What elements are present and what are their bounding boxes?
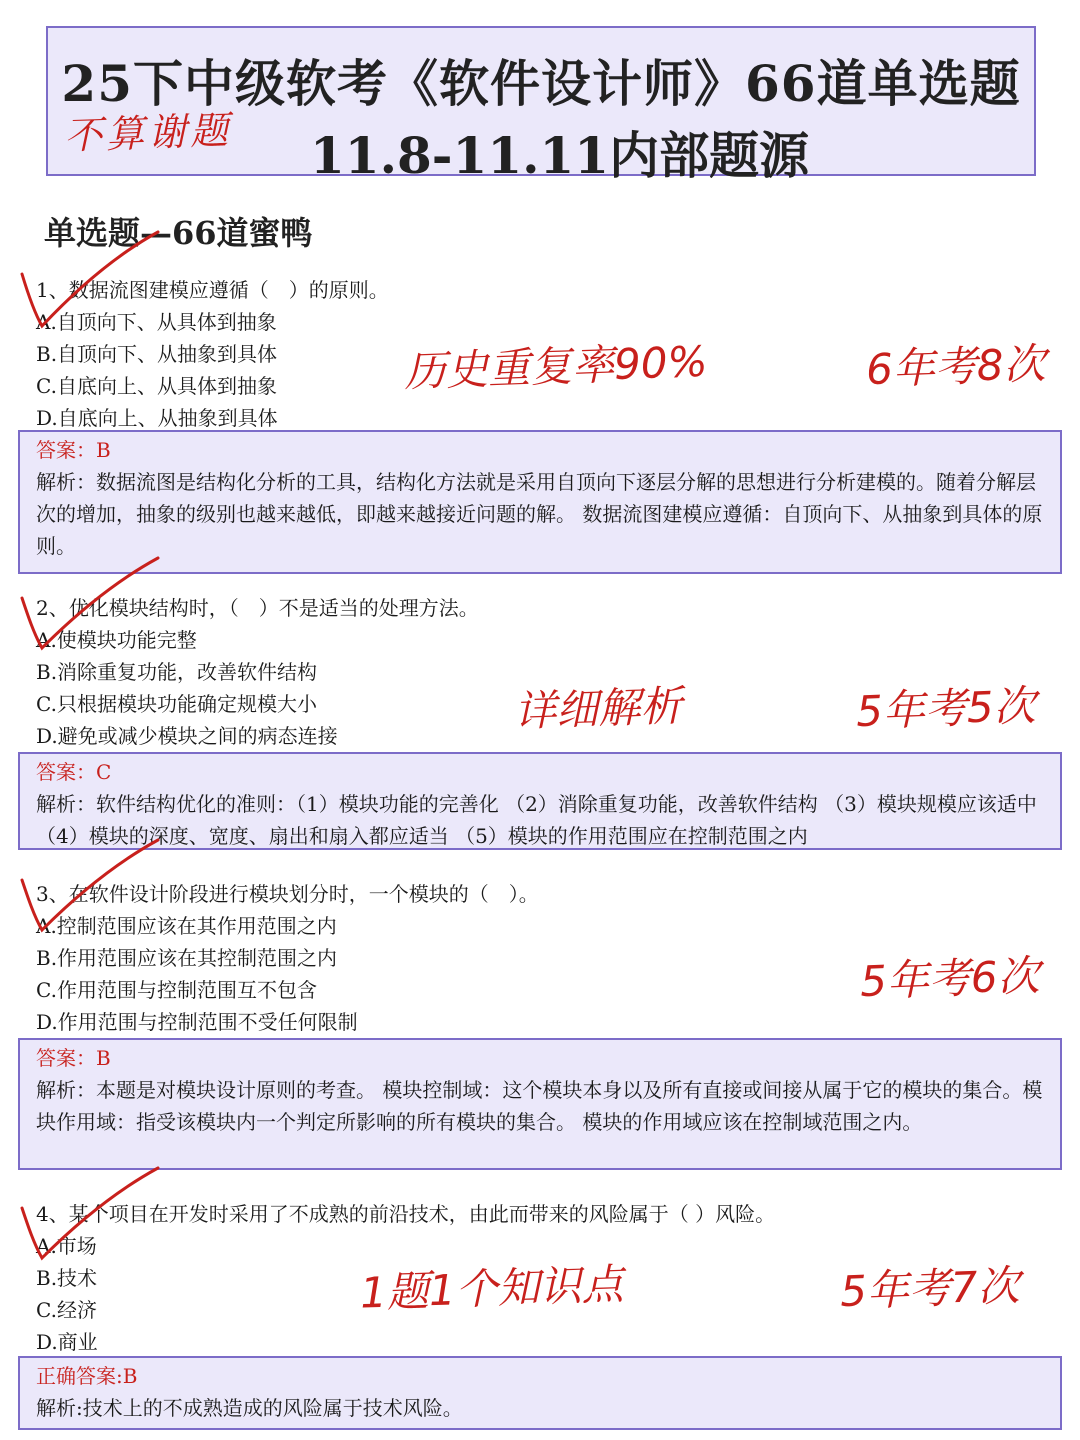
option-b: B.自顶向下、从抽象到具体 xyxy=(36,342,278,366)
option-c: C.只根据模块功能确定规模大小 xyxy=(36,692,317,716)
question-stem: 3、在软件设计阶段进行模块划分时，一个模块的（ ）。 xyxy=(36,882,539,906)
analysis-text: 解析:技术上的不成熟造成的风险属于技术风险。 xyxy=(36,1396,463,1420)
answer-label: 答案：C xyxy=(36,760,112,784)
option-c: C.作用范围与控制范围互不包含 xyxy=(36,978,317,1002)
checkmark-icon xyxy=(14,834,164,944)
option-b: B.作用范围应该在其控制范围之内 xyxy=(36,946,338,970)
handwritten-note-left: 详细解析 xyxy=(513,681,683,736)
handwritten-stamp-note: 不算谢题 xyxy=(63,108,233,158)
option-d: D.避免或减少模块之间的病态连接 xyxy=(36,724,338,748)
handwritten-note-right: 5年考7次 xyxy=(839,1260,1021,1317)
section-title: 单选题—66道蜜鸭 xyxy=(44,214,313,252)
option-a: A.市场 xyxy=(36,1234,97,1258)
analysis-text: 解析：数据流图是结构化分析的工具，结构化方法就是采用自顶向下逐层分解的思想进行分析建模的。随着分解层次的增加，抽象的级别也越来越低，即越来越接近问题的解。 数据流图建模应遵循：自顶向下、从抽象到具体的原则。 xyxy=(36,470,1043,558)
answer-label: 答案：B xyxy=(36,1046,111,1070)
option-b: B.消除重复功能，改善软件结构 xyxy=(36,660,318,684)
option-a: A.自顶向下、从具体到抽象 xyxy=(36,310,277,334)
page-title: 25下中级软考《软件设计师》66道单选题 xyxy=(61,54,1021,113)
analysis-text: 解析：软件结构优化的准则：（1）模块功能的完善化 （2）消除重复功能，改善软件结构 （3）模块规模应该适中 （4）模块的深度、宽度、扇出和扇入都应适当 （5）模块的作用范围应在控制范围之内 xyxy=(36,792,1037,848)
answer-box-3 xyxy=(18,1038,1062,1170)
question-stem: 4、某个项目在开发时采用了不成熟的前沿技术，由此而带来的风险属于（ ）风险。 xyxy=(36,1202,776,1226)
page-subtitle: 11.8-11.11内部题源 xyxy=(310,126,810,185)
answer-box-1 xyxy=(18,430,1062,574)
option-a: A.控制范围应该在其作用范围之内 xyxy=(36,914,337,938)
option-d: D.商业 xyxy=(36,1330,98,1354)
handwritten-note-right: 6年考8次 xyxy=(865,338,1047,395)
option-d: D.作用范围与控制范围不受任何限制 xyxy=(36,1010,358,1034)
handwritten-note-left: 历史重复率90% xyxy=(403,336,709,397)
option-d: D.自底向上、从抽象到具体 xyxy=(36,406,278,430)
checkmark-icon xyxy=(14,552,164,662)
option-c: C.自底向上、从具体到抽象 xyxy=(36,374,277,398)
option-b: B.技术 xyxy=(36,1266,98,1290)
answer-box-4 xyxy=(18,1356,1062,1430)
answer-box-2 xyxy=(18,752,1062,850)
option-c: C.经济 xyxy=(36,1298,97,1322)
handwritten-note-left: 1题1个知识点 xyxy=(359,1259,625,1318)
analysis-text: 解析：本题是对模块设计原则的考查。 模块控制域：这个模块本身以及所有直接或间接从属于它的模块的集合。模块作用域：指受该模块内一个判定所影响的所有模块的集合。 模块的作用域应该在控制域范围之内。 xyxy=(36,1078,1043,1134)
answer-label: 答案：B xyxy=(36,438,111,462)
handwritten-note-right: 5年考6次 xyxy=(859,950,1041,1007)
checkmark-icon xyxy=(14,222,164,342)
answer-label: 正确答案:B xyxy=(36,1364,138,1388)
checkmark-icon xyxy=(14,1162,164,1272)
option-a: A.使模块功能完整 xyxy=(36,628,197,652)
question-stem: 2、优化模块结构时，（ ）不是适当的处理方法。 xyxy=(36,596,479,620)
question-stem: 1、数据流图建模应遵循（ ）的原则。 xyxy=(36,278,389,302)
handwritten-note-right: 5年考5次 xyxy=(855,680,1037,737)
